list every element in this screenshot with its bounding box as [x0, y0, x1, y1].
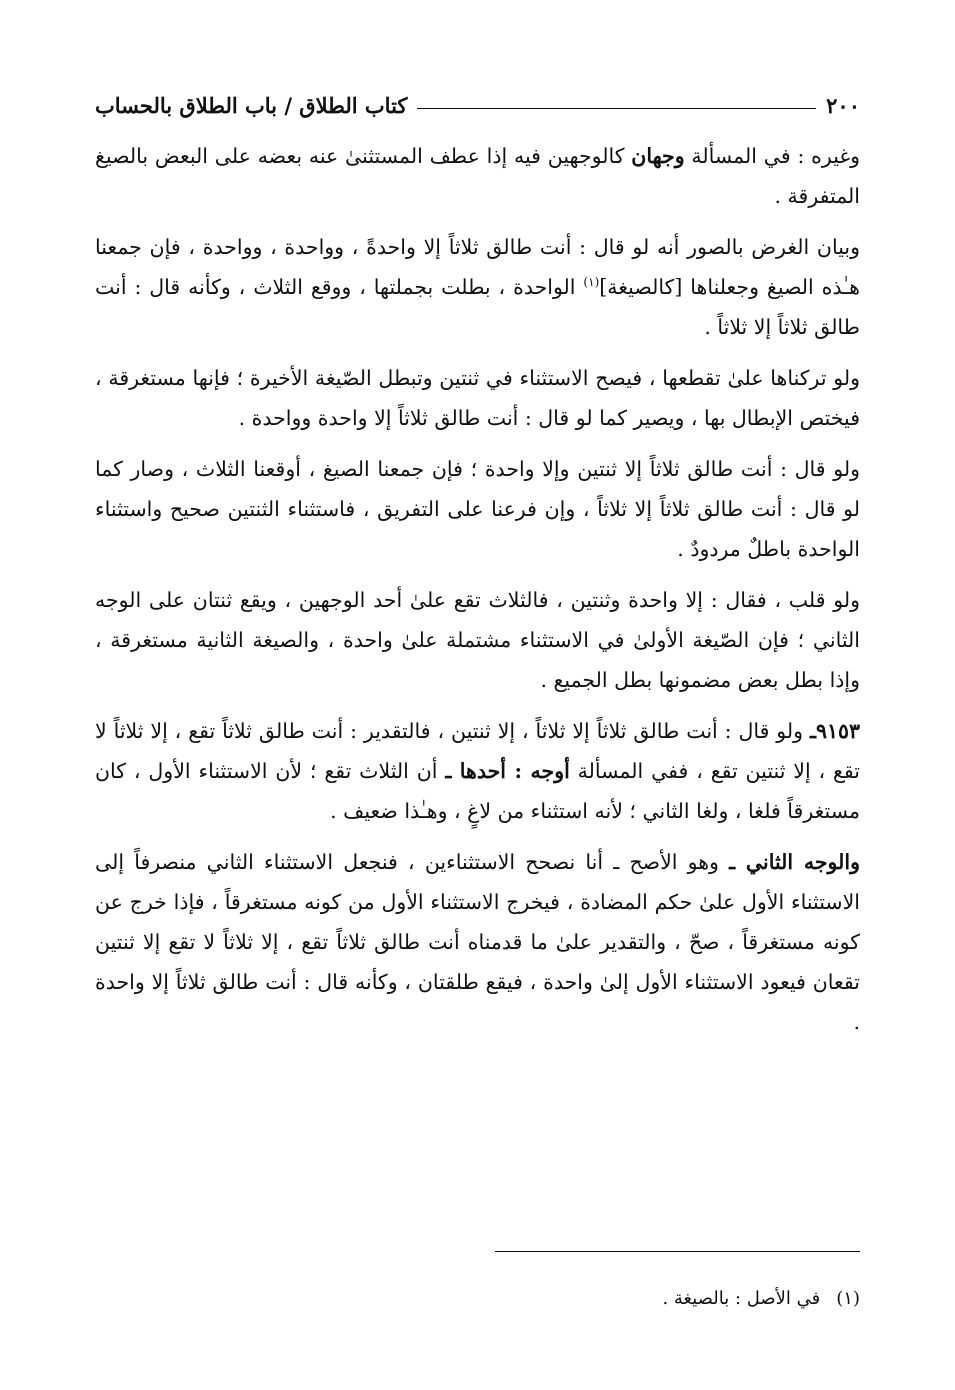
paragraph-7: [95, 842, 860, 1042]
footnote-text: في الأصل : بالصيغة .: [662, 1288, 821, 1309]
footnote-mark: (١): [836, 1288, 860, 1309]
paragraph-text: كالوجهين فيه إذا عطف المستثنىٰ عنه بعضه على البعض بالصيغ المتفرقة .: [95, 144, 860, 208]
paragraph-2: [95, 227, 860, 347]
running-title: كتاب الطلاق / باب الطلاق بالحساب: [95, 93, 408, 118]
bold-term: وجهان: [631, 144, 685, 168]
paragraph-text: وغيره : في المسألة: [684, 144, 861, 168]
main-text: [95, 136, 860, 1053]
footnote-reference: (١): [583, 275, 600, 290]
section-number: ٩١٥٣ـ: [809, 719, 860, 743]
paragraph-4: ولو قال : أنت طالق ثلاثاً إلا ثنتين وإلا واحدة ؛ فإن جمعنا الصيغ ، أوقعنا الثلاث ، وصار كما لو قال : أنت طالق ثلاثاً إلا ثلاثاً ، وإن فرعنا على التفريق ، فاستثناء الثنتين صحيح واستثناء الواحدة باطلٌ مردودٌ .: [95, 457, 860, 561]
paragraph-text: وبيان الغرض بالصور أنه لو قال : أنت طالق ثلاثاً إلا واحدةً ، وواحدة ، وواحدة ، فإن جمعنا هـٰذه الصيغ وجعلناها [كالصيغة]: [95, 235, 860, 299]
page-number: ٢٠٠: [826, 93, 860, 118]
page-header: [95, 84, 860, 118]
header-rule: [417, 108, 816, 109]
paragraph-text: الواحدة ، بطلت بجملتها ، ووقع الثلاث ، وكأنه قال : أنت طالق ثلاثاً إلا ثلاثاً .: [95, 275, 860, 339]
paragraph-3: ولو تركناها علىٰ تقطعها ، فيصح الاستثناء في ثنتين وتبطل الصّيغة الأخيرة ؛ فإنها مستغرقة ، فيختص الإبطال بها ، ويصير كما لو قال : أنت طالق ثلاثاً إلا واحدة وواحدة .: [95, 366, 860, 430]
paragraph-text: أن الثلاث تقع ؛ لأن الاستثناء الأول ، كان مستغرقاً فلغا ، ولغا الثاني ؛ لأنه استثناء من لاغٍ ، وهـٰذا ضعيف .: [95, 759, 860, 823]
paragraph-text: وهو الأصح ـ أنا نصحح الاستثناءين ، فنجعل الاستثناء الثاني منصرفاً إلى الاستثناء الأول علىٰ حكم المضادة ، فيخرج الاستثناء الأول من كونه مستغرقاً ، فإذا خرج عن كونه مستغرقاً ، صحّ ، والتقدير علىٰ ما قدمناه أنت طالق ثلاثاً تقع ، إلا ثلاثاً لا تقع إلا ثنتين تقعان فيعود الاستثناء الأول إلىٰ واحدة ، فيقع طلقتان ، وكأنه قال : أنت طالق ثلاثاً إلا واحدة .: [95, 850, 860, 1034]
paragraph-5: ولو قلب ، فقال : إلا واحدة وثنتين ، فالثلاث تقع علىٰ أحد الوجهين ، ويقع ثنتان على الوجه الثاني ؛ فإن الصّيغة الأولىٰ في الاستثناء مشتملة علىٰ واحدة ، والصيغة الثانية مستغرقة ، وإذا بطل بعض مضمونها بطل الجميع .: [95, 588, 860, 692]
paragraph-lead: والوجه الثاني ـ: [729, 850, 860, 874]
paragraph-6: [95, 711, 860, 831]
footnote: [95, 1284, 860, 1314]
paragraph-text: ولو قال : أنت طالق ثلاثاً إلا ثلاثاً ، إلا ثنتين ، فالتقدير : أنت طالق ثلاثاً تقع ، إلا ثلاثاً لا تقع ، إلا ثنتين تقع ، ففي المسألة: [95, 719, 860, 783]
footnote-divider: [495, 1251, 860, 1252]
paragraph-1: [95, 136, 860, 216]
bold-term: أوجه : أحدها ـ: [445, 759, 570, 783]
